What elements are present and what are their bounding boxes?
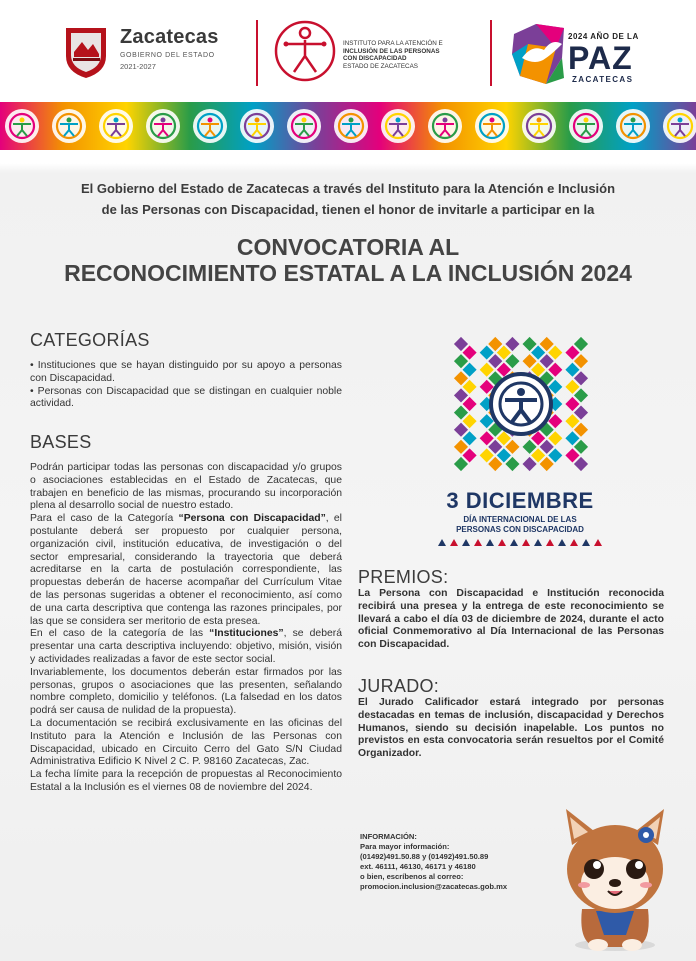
band-medallion <box>522 109 556 143</box>
bases-text <box>30 462 342 795</box>
info-phone: (01492)491.50.88 y (01492)491.50.89 <box>360 852 489 861</box>
mosaic-tile <box>463 414 477 428</box>
dia-sub1: DÍA INTERNACIONAL DE LAS <box>463 515 577 524</box>
mosaic-tile <box>454 354 468 368</box>
mosaic-tile <box>540 354 554 368</box>
mosaic-tile <box>574 337 588 351</box>
mosaic-tile <box>523 440 537 454</box>
mosaic-tile <box>574 406 588 420</box>
premios-text: La Persona con Discapacidad e Institución reconocida recibirá una presea y la entrega de este reconocimiento se llevará a cabo el día 03 de diciembre de 2024, durante el acto oficial Conmemorativo al Día Internacional de las Personas con Discapacidad. <box>358 588 664 651</box>
institute-line1: INSTITUTO PARA LA ATENCIÓN E <box>343 40 443 47</box>
premios-heading: PREMIOS: <box>358 567 449 587</box>
mosaic-tile <box>531 448 545 462</box>
zacatecas-years: 2021-2027 <box>120 62 156 71</box>
mosaic-tile <box>540 440 554 454</box>
mosaic-tile <box>480 431 494 445</box>
mosaic-tile <box>565 397 579 411</box>
bases-paragraph: Invariablemente, los documentos deberán estar firmados por las personas, grupos o asociaciones que las presenten, señalando nombre completo, domicilio y teléfonos. (La falsedad en los datos podrá ser causa de nulidad de la propuesta). <box>30 666 342 717</box>
band-medallion <box>5 109 39 143</box>
info-heading: INFORMACIÓN: <box>360 832 417 841</box>
mosaic-tile <box>548 431 562 445</box>
bases-paragraph <box>30 628 342 666</box>
dia-subtitle <box>420 515 620 534</box>
mosaic-tile <box>548 363 562 377</box>
strip-triangle <box>534 539 542 546</box>
bases-paragraph <box>30 513 342 628</box>
mosaic-tile <box>531 346 545 360</box>
institute-line4: ESTADO DE ZACATECAS <box>343 62 418 70</box>
mosaic-tile <box>523 337 537 351</box>
mosaic-tile <box>540 457 554 471</box>
mosaic-tile <box>548 346 562 360</box>
mosaic-tile <box>463 380 477 394</box>
text-bold: “Instituciones” <box>209 628 284 640</box>
strip-triangle <box>522 539 530 546</box>
mosaic-tile <box>565 380 579 394</box>
info-email: promocion.inclusion@zacatecas.gob.mx <box>360 882 508 891</box>
mosaic-tile <box>454 440 468 454</box>
institute-line3: CON DISCAPACIDAD <box>343 55 407 62</box>
mosaic-tile <box>565 346 579 360</box>
strip-triangle <box>438 539 446 546</box>
zacatecas-name: Zacatecas <box>120 26 219 48</box>
strip-triangle <box>570 539 578 546</box>
mosaic-tile <box>523 354 537 368</box>
mosaic-tile <box>565 414 579 428</box>
text-span: En el caso de la categoría de las <box>30 628 210 640</box>
info-line: Para mayor información: <box>360 842 450 851</box>
paz-word: PAZ <box>568 40 633 76</box>
band-medallion <box>475 109 509 143</box>
decorative-strip <box>436 538 604 546</box>
band-medallion <box>52 109 86 143</box>
dia-title: 3 DICIEMBRE <box>446 488 594 513</box>
mosaic-tile <box>505 440 519 454</box>
mosaic-tile <box>574 371 588 385</box>
title-line1: CONVOCATORIA AL <box>236 234 460 260</box>
paz-year: 2024 AÑO DE LA <box>568 32 639 41</box>
dia-sub2: PERSONAS CON DISCAPACIDAD <box>456 524 584 534</box>
strip-triangle <box>582 539 590 546</box>
text-bold: “Persona con Discapacidad” <box>178 513 326 525</box>
mosaic-tile <box>463 397 477 411</box>
mosaic-tile <box>463 346 477 360</box>
strip-triangle <box>486 539 494 546</box>
band-medallion <box>287 109 321 143</box>
band-medallion <box>240 109 274 143</box>
strip-triangle <box>510 539 518 546</box>
page-title <box>0 234 696 286</box>
emblem-head <box>517 388 525 396</box>
intro-line2: de las Personas con Discapacidad, tienen el honor de invitarle a participar en la <box>101 202 595 217</box>
mosaic-tile <box>540 337 554 351</box>
mosaic-tile <box>565 448 579 462</box>
strip-triangle <box>558 539 566 546</box>
decorative-band <box>0 102 696 150</box>
band-medallion <box>663 109 696 143</box>
mosaic-tile <box>574 354 588 368</box>
mosaic-tile <box>505 337 519 351</box>
divider <box>490 20 492 86</box>
mascot-dog-icon <box>548 805 682 955</box>
mosaic-tile <box>505 354 519 368</box>
strip-triangle <box>594 539 602 546</box>
categorias-heading: CATEGORÍAS <box>30 330 150 350</box>
intro-line1: El Gobierno del Estado de Zacatecas a través del Instituto para la Atención e Inclusión <box>80 181 616 196</box>
bases-heading: BASES <box>30 432 92 452</box>
paz-state: ZACATECAS <box>572 75 634 84</box>
mosaic-tile <box>488 440 502 454</box>
text-span: , se deberá presentar una carta descriptiva incluyendo: objetivo, misión, visión y actividades realizadas a favor de este sector social. <box>30 628 342 665</box>
mosaic-tile <box>454 388 468 402</box>
mosaic-tile <box>480 346 494 360</box>
mosaic-tile <box>505 457 519 471</box>
mosaic-tile <box>574 440 588 454</box>
mosaic-tile <box>574 423 588 437</box>
institute-name <box>343 40 473 70</box>
band-medallion <box>334 109 368 143</box>
mosaic-tile <box>454 371 468 385</box>
zacatecas-sub: GOBIERNO DEL ESTADO <box>120 52 215 59</box>
jurado-heading: JURADO: <box>358 676 440 696</box>
band-medallion <box>616 109 650 143</box>
band-medallion <box>569 109 603 143</box>
strip-triangle <box>546 539 554 546</box>
strip-triangle <box>450 539 458 546</box>
band-medallion <box>193 109 227 143</box>
jurado-text: El Jurado Calificador estará integrado por personas destacadas en temas de inclusión, discapacidad y Derechos Humanos, siendo su decisión inapelable. Los puntos no previstos en esta convocatoria serán resueltos por el Comité Organizador. <box>358 697 664 760</box>
info-line: o bien, escríbenos al correo: <box>360 872 464 881</box>
mosaic-tile <box>574 457 588 471</box>
categorias-list <box>30 360 342 411</box>
mosaic-tile <box>480 448 494 462</box>
mosaic-tile <box>463 431 477 445</box>
mosaic-tile <box>454 337 468 351</box>
list-item: • Instituciones que se hayan distinguido por su apoyo a personas con Discapacidad. <box>30 360 342 384</box>
contact-info <box>360 832 507 892</box>
mosaic-tile <box>548 448 562 462</box>
band-medallion <box>146 109 180 143</box>
strip-triangle <box>462 539 470 546</box>
institute-line2: INCLUSIÓN DE LAS PERSONAS <box>343 47 440 55</box>
band-medallion <box>428 109 462 143</box>
zacatecas-shield-icon <box>62 22 110 80</box>
mosaic-tile <box>463 363 477 377</box>
text-span: , el postulante deberá ser propuesto por cualquier persona, organización civil, institución educativa, de investigación o del sector empresarial, considerando la trayectoria que deberá acreditarse en la carta de postulación correspondiente, las propuestas deberán de hacerse acompañar del Currículum Vitae de las personas sugeridas a obtener el reconocimiento, así como de una carta descriptiva que contenga las razones principales, por las que se considera ser meritorio de esta presea. <box>30 513 342 627</box>
mosaic-tile <box>523 457 537 471</box>
title-line2: RECONOCIMIENTO ESTATAL A LA INCLUSIÓN 2024 <box>64 260 632 286</box>
info-ext: ext. 46111, 46130, 46171 y 46180 <box>360 862 476 871</box>
mosaic-tile <box>454 423 468 437</box>
bases-paragraph: La fecha límite para la recepción de propuestas al Reconocimiento Estatal a la Inclusión es el viernes 08 de noviembre del 2024. <box>30 769 342 793</box>
bases-paragraph: La documentación se recibirá exclusivamente en las oficinas del Instituto para la Atención e Inclusión de las Personas con Discapacidad, ubicado en Circuito Cerro del Gato S/N Ciudad Administrativa Edificio K Nivel 2 C. P. 98160 Zacatecas, Zac. <box>30 717 342 768</box>
list-item: • Personas con Discapacidad que se distingan en cualquier noble actividad. <box>30 385 342 410</box>
mosaic-tile <box>480 363 494 377</box>
divider <box>256 20 258 86</box>
zacatecas-brand <box>120 26 219 71</box>
mosaic-tile <box>488 457 502 471</box>
mosaic-tile <box>565 431 579 445</box>
mosaic-tile <box>497 448 511 462</box>
text-span: Para el caso de la Categoría <box>30 513 179 525</box>
mosaic-tile <box>454 406 468 420</box>
mosaic-tile <box>565 363 579 377</box>
institute-accessibility-icon <box>272 18 338 84</box>
strip-triangle <box>474 539 482 546</box>
mosaic-tile <box>454 457 468 471</box>
mosaic-tile <box>488 337 502 351</box>
mosaic-tile <box>497 346 511 360</box>
mosaic-tile <box>488 354 502 368</box>
band-medallion <box>381 109 415 143</box>
strip-triangle <box>498 539 506 546</box>
mosaic-tile <box>574 388 588 402</box>
band-medallion <box>99 109 133 143</box>
header <box>0 0 696 100</box>
intro-text <box>26 178 670 220</box>
mosaic-tile <box>463 448 477 462</box>
bases-paragraph: Podrán participar todas las personas con discapacidad y/o grupos o asociaciones establecidas en el Estado de Zacatecas, que trabajen en beneficio de las mismas, procurando su incorporación plena al desarrollo social de nuestro estado. <box>30 462 342 512</box>
